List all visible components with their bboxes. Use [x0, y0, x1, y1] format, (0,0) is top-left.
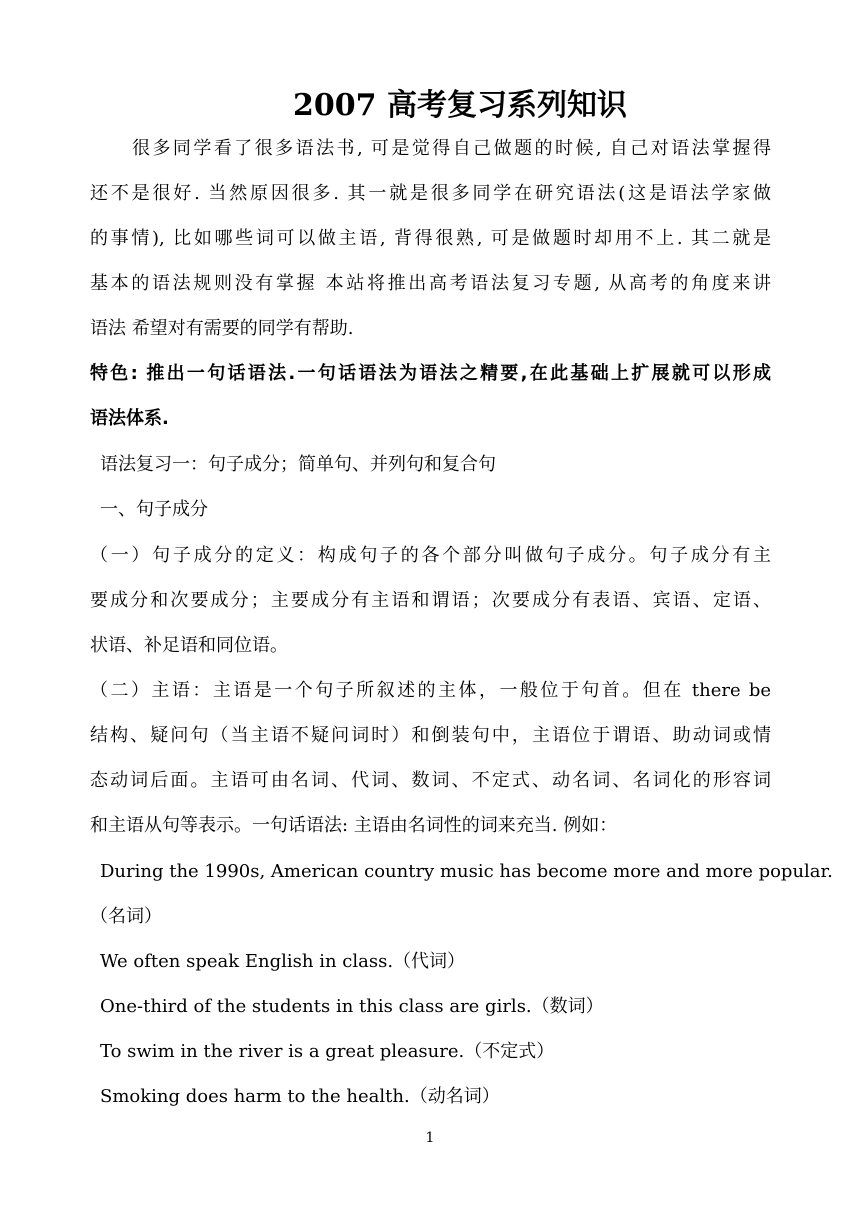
section-heading: 语法复习一：句子成分；简单句、并列句和复合句	[100, 454, 496, 475]
paragraph-line: （一）句子成分的定义：构成句子的各个部分叫做句子成分。句子成分有主	[90, 545, 771, 566]
paragraph-line: （二）主语：主语是一个句子所叙述的主体，一般位于句首。但在 there be	[90, 680, 771, 701]
feature-line: 语法体系.	[90, 408, 169, 429]
example-sentence: Smoking does harm to the health.（动名词）	[100, 1086, 500, 1107]
page-number: 1	[425, 1130, 435, 1146]
paragraph-line: 的事情), 比如哪些词可以做主语, 背得很熟, 可是做题时却用不上. 其二就是	[90, 228, 771, 249]
document-title: 2007 高考复习系列知识	[293, 88, 627, 123]
example-sentence: During the 1990s, American country music has become more and more popular.	[100, 861, 833, 882]
paragraph-line: 语法 希望对有需要的同学有帮助.	[90, 318, 354, 339]
section-heading: 一、句子成分	[100, 499, 208, 520]
paragraph-line: 结构、疑问句（当主语不疑问词时）和倒装句中，主语位于谓语、助动词或情	[90, 725, 771, 746]
paragraph-line: 状语、补足语和同位语。	[90, 635, 288, 656]
paragraph-line: 基本的语法规则没有掌握 本站将推出高考语法复习专题, 从高考的角度来讲	[90, 273, 771, 294]
example-sentence: One-third of the students in this class are girls.（数词）	[100, 996, 604, 1017]
example-sentence: To swim in the river is a great pleasure.（不定式）	[100, 1041, 555, 1062]
paragraph-line: 很多同学看了很多语法书, 可是觉得自己做题的时候, 自己对语法掌握得	[132, 138, 771, 159]
feature-line: 特色: 推出一句话语法.一句话语法为语法之精要,在此基础上扩展就可以形成	[90, 363, 771, 384]
paragraph-line: 态动词后面。主语可由名词、代词、数词、不定式、动名词、名词化的形容词	[90, 770, 771, 791]
paragraph-line: 和主语从句等表示。一句话语法: 主语由名词性的词来充当. 例如：	[90, 815, 618, 836]
paragraph-line: 要成分和次要成分；主要成分有主语和谓语；次要成分有表语、宾语、定语、	[90, 590, 771, 611]
example-sentence: We often speak English in class.（代词）	[100, 951, 466, 972]
paragraph-line: 还不是很好. 当然原因很多. 其一就是很多同学在研究语法(这是语法学家做	[90, 183, 771, 204]
example-note: （名词）	[90, 906, 162, 927]
